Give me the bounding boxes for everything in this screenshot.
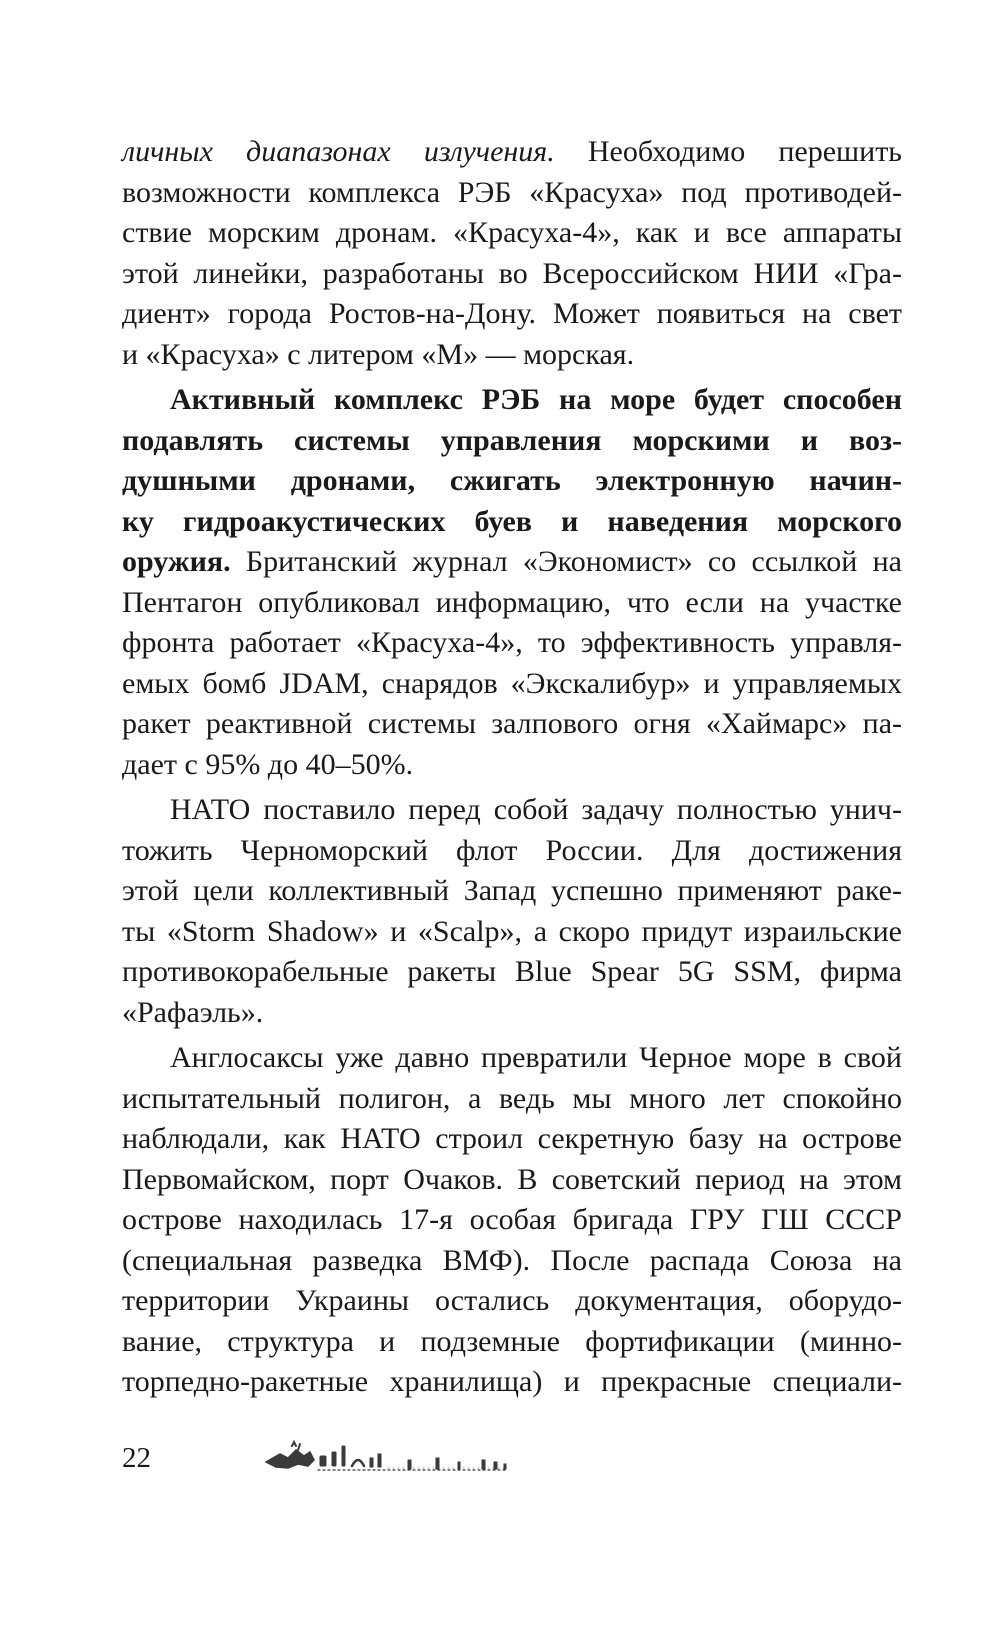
text-line [122, 1119, 902, 1160]
ship-ornament-icon [258, 1440, 518, 1476]
text-segment: тожить Черноморский флот России. Для достижения [122, 833, 902, 867]
text-line [122, 952, 902, 993]
page-number: 22 [122, 1442, 151, 1474]
text-line [122, 542, 902, 583]
text-segment: ствие морским дронам. «Красуха-4», как и все аппараты [122, 216, 902, 249]
text-line [122, 502, 902, 543]
text-line [122, 871, 902, 912]
text-line [122, 421, 902, 462]
text-segment: душными дронами, сжигать электронную начин- [122, 464, 902, 497]
text-line [122, 294, 902, 335]
text-segment: противокорабельные ракеты Blue Spear 5G SSM, фирма [122, 955, 902, 988]
text-line [122, 912, 902, 953]
text-segment: наблюдали, как НАТО строил секретную базу на острове [122, 1122, 902, 1155]
text-segment: НАТО поставило перед собой задачу полностью унич- [170, 793, 902, 826]
text-line [122, 745, 902, 786]
text-line [122, 1241, 902, 1282]
text-line [122, 664, 902, 705]
text-segment: Англосаксы уже давно превратили Черное море в свой [170, 1041, 902, 1074]
text-line [122, 1322, 902, 1363]
text-segment: емых бомб JDAM, снарядов «Экскалибур» и управляемых [122, 666, 902, 700]
text-line [122, 993, 902, 1034]
text-line [122, 1038, 902, 1079]
text-line [122, 583, 902, 624]
text-segment: диент» города Ростов-на-Дону. Может появиться на свет [122, 297, 902, 330]
text-line [122, 461, 902, 502]
text-segment: подавлять системы управления морскими и воз- [122, 423, 902, 457]
text-segment: ракет реактивной системы залпового огня «Хаймарс» па- [122, 707, 902, 740]
text-segment: Британский журнал «Экономист» со ссылкой на [230, 545, 902, 578]
text-line [122, 1362, 902, 1403]
text-segment: фронта работает «Красуха-4», то эффективность управля- [122, 626, 902, 659]
text-segment: ты «Storm Shadow» и «Scalp», а скоро придут израильские [122, 914, 902, 948]
text-line [122, 1160, 902, 1201]
text-segment: этой линейки, разработаны во Всероссийском НИИ «Гра- [122, 256, 902, 290]
text-line [122, 335, 902, 376]
text-line [122, 1281, 902, 1322]
text-line [122, 790, 902, 831]
text-segment: (специальная разведка ВМФ). После распада Союза на [122, 1243, 902, 1277]
text-line [122, 1200, 902, 1241]
text-segment: острове находилась 17-я особая бригада ГРУ ГШ СССР [122, 1203, 902, 1236]
text-segment: вание, структура и подземные фортификации (минно- [122, 1324, 902, 1358]
text-segment: ку гидроакустических буев и наведения морского [122, 504, 902, 538]
text-segment: торпедно-ракетные хранилища) и прекрасные специали- [122, 1365, 902, 1398]
text-segment: дает с 95% до 40–50%. [122, 747, 414, 781]
text-segment: Первомайском, порт Очаков. В советский период на этом [122, 1162, 902, 1196]
text-line [122, 132, 902, 173]
body-text [122, 132, 902, 1403]
text-line [122, 623, 902, 664]
text-line [122, 380, 902, 421]
text-segment: этой цели коллективный Запад успешно применяют раке- [122, 874, 902, 907]
text-segment: Пентагон опубликовал информацию, что если на участке [122, 585, 902, 619]
text-segment: личных диапазонах излучения. [122, 135, 555, 168]
text-segment: возможности комплекса РЭБ «Красуха» под противодей- [122, 175, 902, 209]
text-segment: испытательный полигон, а ведь мы много лет спокойно [122, 1081, 902, 1115]
text-segment: и «Красуха» с литером «М» — морская. [122, 337, 635, 371]
text-line [122, 254, 902, 295]
text-segment: оружия. [122, 545, 231, 578]
text-line [122, 1079, 902, 1120]
text-segment: территории Украины остались документация, оборудо- [122, 1284, 902, 1317]
text-line [122, 173, 902, 214]
text-line [122, 704, 902, 745]
text-line [122, 213, 902, 254]
text-line [122, 831, 902, 872]
page-footer [122, 1438, 902, 1478]
text-segment: Активный комплекс РЭБ на море будет способен [170, 383, 902, 416]
text-segment: Необходимо перешить [554, 135, 902, 168]
text-segment: «Рафаэль». [122, 995, 264, 1029]
